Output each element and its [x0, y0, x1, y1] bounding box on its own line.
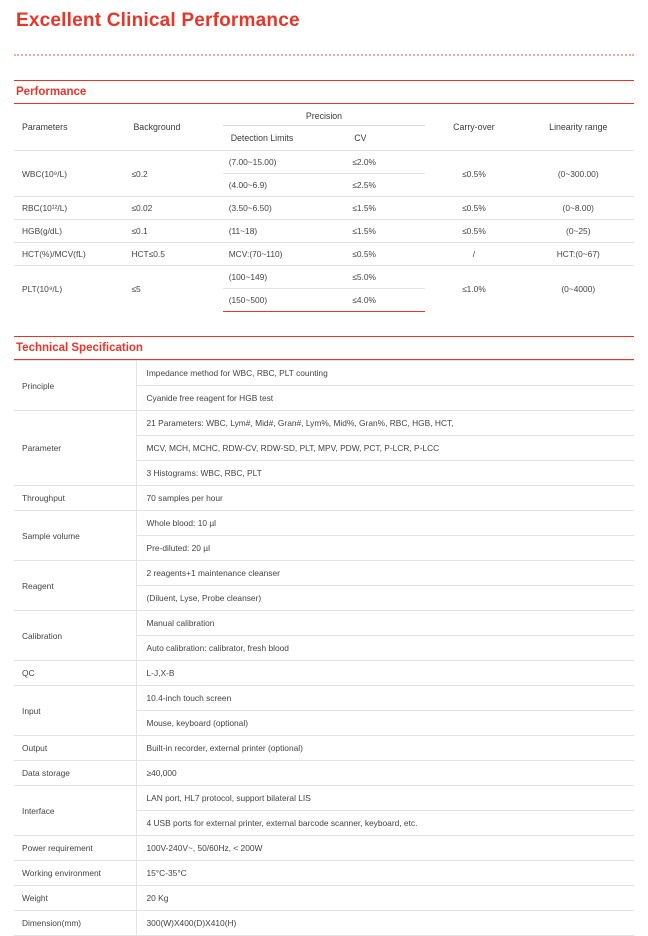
header-background: Background: [133, 122, 181, 132]
cell-value: Whole blood: 10 µl: [136, 511, 634, 536]
cell-value: 15°C-35°C: [136, 861, 634, 886]
table-row: [14, 786, 634, 811]
cell-value: Pre-diluted: 20 µl: [136, 536, 634, 561]
cell-detection-limits: MCV:(70~110): [223, 243, 347, 266]
cell-background: ≤0.1: [125, 220, 222, 243]
cell-value: L-J,X-B: [136, 661, 634, 686]
cell-value: 21 Parameters: WBC, Lym#, Mid#, Gran#, Lym%, Mid%, Gran%, RBC, HGB, HCT,: [136, 411, 634, 436]
table-row: [14, 151, 634, 174]
cell-label: Throughput: [14, 486, 136, 511]
table-row: [14, 411, 634, 436]
table-row: [14, 361, 634, 386]
cell-value: 2 reagents+1 maintenance cleanser: [136, 561, 634, 586]
cell-value: 20 Kg: [136, 886, 634, 911]
cell-value: Auto calibration: calibrator, fresh blood: [136, 636, 634, 661]
table-row: [14, 861, 634, 886]
cell-label: Dimension(mm): [14, 911, 136, 936]
cell-cv: ≤1.5%: [346, 220, 425, 243]
cell-carry-over: ≤0.5%: [425, 220, 522, 243]
cell-detection-limits: (150~500): [223, 289, 347, 312]
cell-value: (Diluent, Lyse, Probe cleanser): [136, 586, 634, 611]
table-row: [14, 220, 634, 243]
technical-section-title: Technical Specification: [14, 336, 634, 360]
dotted-divider: [14, 54, 634, 56]
page-title: Excellent Clinical Performance: [16, 10, 300, 31]
table-row: [14, 561, 634, 586]
cell-background: HCT≤0.5: [125, 243, 222, 266]
header-carry-over: Carry-over: [453, 122, 495, 132]
header-precision: Precision: [223, 104, 426, 126]
cell-value: Built-in recorder, external printer (optional): [136, 736, 634, 761]
cell-label: Reagent: [14, 561, 136, 611]
cell-parameter: HCT(%)/MCV(fL): [14, 243, 125, 266]
cell-label: Working environment: [14, 861, 136, 886]
cell-background: ≤0.2: [125, 151, 222, 197]
table-row: [14, 511, 634, 536]
technical-table: [14, 360, 634, 936]
cell-parameter: RBC(10¹²/L): [14, 197, 125, 220]
technical-table-body: [14, 361, 634, 936]
cell-value: Impedance method for WBC, RBC, PLT counting: [136, 361, 634, 386]
header-detection-limits: Detection Limits: [230, 133, 294, 143]
performance-table-head: [14, 104, 634, 151]
cell-detection-limits: (3.50~6.50): [223, 197, 347, 220]
cell-cv: ≤1.5%: [346, 197, 425, 220]
cell-value: 300(W)X400(D)X410(H): [136, 911, 634, 936]
table-row: [14, 761, 634, 786]
table-row: [14, 911, 634, 936]
cell-linearity-range: (0~8.00): [523, 197, 634, 220]
table-row: [14, 886, 634, 911]
cell-value: 70 samples per hour: [136, 486, 634, 511]
technical-section: [14, 336, 634, 936]
cell-linearity-range: (0~4000): [523, 266, 634, 312]
performance-table-body: [14, 151, 634, 312]
cell-linearity-range: (0~25): [523, 220, 634, 243]
cell-cv: ≤0.5%: [346, 243, 425, 266]
cell-label: Input: [14, 686, 136, 736]
table-row: [14, 686, 634, 711]
cell-cv: ≤2.0%: [346, 151, 425, 174]
table-row: [14, 486, 634, 511]
cell-parameter: PLT(10⁹/L): [14, 266, 125, 312]
cell-value: ≥40,000: [136, 761, 634, 786]
cell-label: Principle: [14, 361, 136, 411]
cell-detection-limits: (100~149): [223, 266, 347, 289]
cell-cv: ≤5.0%: [346, 266, 425, 289]
cell-value: MCV, MCH, MCHC, RDW-CV, RDW-SD, PLT, MPV, PDW, PCT, P-LCR, P-LCC: [136, 436, 634, 461]
header-cv: CV: [354, 133, 367, 143]
performance-header-row-1: [14, 104, 634, 126]
performance-section-title: Performance: [14, 80, 634, 104]
cell-value: 100V-240V~, 50/60Hz, < 200W: [136, 836, 634, 861]
cell-linearity-range: (0~300.00): [523, 151, 634, 197]
cell-carry-over: ≤0.5%: [425, 197, 522, 220]
cell-value: Manual calibration: [136, 611, 634, 636]
cell-label: Parameter: [14, 411, 136, 486]
cell-detection-limits: (11~18): [223, 220, 347, 243]
cell-value: LAN port, HL7 protocol, support bilateral LIS: [136, 786, 634, 811]
cell-parameter: WBC(10⁹/L): [14, 151, 125, 197]
cell-carry-over: ≤0.5%: [425, 151, 522, 197]
table-row: [14, 661, 634, 686]
cell-carry-over: ≤1.0%: [425, 266, 522, 312]
cell-label: Power requirement: [14, 836, 136, 861]
table-row: [14, 736, 634, 761]
cell-cv: ≤4.0%: [346, 289, 425, 312]
cell-detection-limits: (4.00~6.9): [223, 174, 347, 197]
cell-value: 3 Histograms: WBC, RBC, PLT: [136, 461, 634, 486]
table-row: [14, 611, 634, 636]
cell-label: Calibration: [14, 611, 136, 661]
table-row: [14, 243, 634, 266]
header-parameters: Parameters: [22, 122, 68, 132]
cell-background: ≤0.02: [125, 197, 222, 220]
cell-carry-over: /: [425, 243, 522, 266]
cell-value: 10.4-inch touch screen: [136, 686, 634, 711]
header-linearity-range: Linearity range: [549, 122, 608, 132]
cell-detection-limits: (7.00~15.00): [223, 151, 347, 174]
cell-label: Weight: [14, 886, 136, 911]
table-row: [14, 266, 634, 289]
cell-value: 4 USB ports for external printer, external barcode scanner, keyboard, etc.: [136, 811, 634, 836]
cell-parameter: HGB(g/dL): [14, 220, 125, 243]
cell-label: Sample volume: [14, 511, 136, 561]
cell-label: Data storage: [14, 761, 136, 786]
cell-background: ≤5: [125, 266, 222, 312]
cell-cv: ≤2.5%: [346, 174, 425, 197]
table-row: [14, 836, 634, 861]
performance-section: [14, 80, 634, 312]
cell-label: Output: [14, 736, 136, 761]
cell-label: Interface: [14, 786, 136, 836]
cell-value: Mouse, keyboard (optional): [136, 711, 634, 736]
cell-value: Cyanide free reagent for HGB test: [136, 386, 634, 411]
cell-label: QC: [14, 661, 136, 686]
cell-linearity-range: HCT:(0~67): [523, 243, 634, 266]
table-row: [14, 197, 634, 220]
performance-table: [14, 104, 634, 312]
